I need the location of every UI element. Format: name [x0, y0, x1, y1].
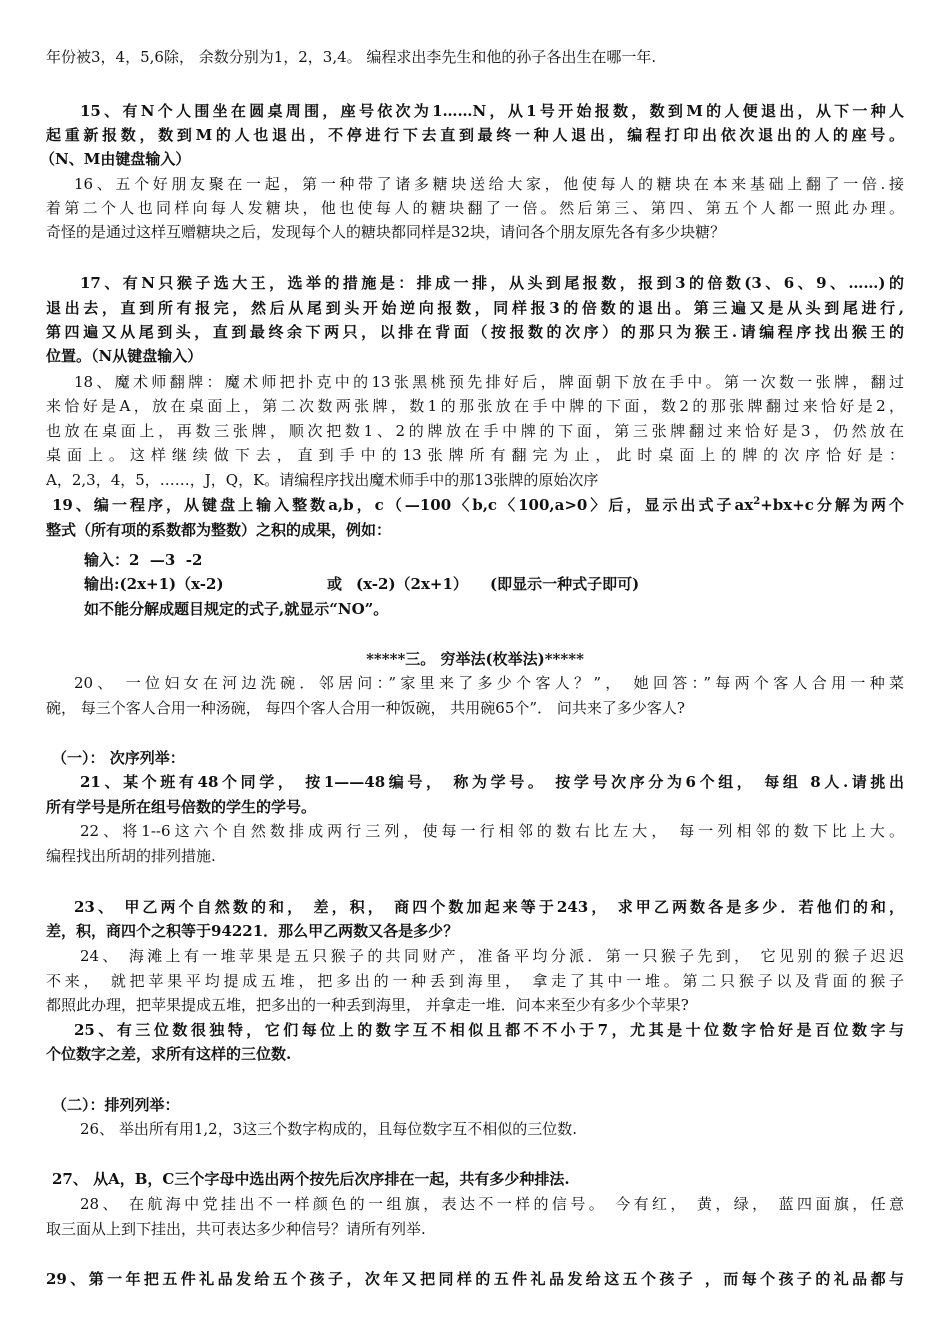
problem-21-line-2: 所有学号是所在组号倍数的学生的学号。	[46, 798, 317, 816]
problem-27: 27、 从A，B，C三个字母中选出两个按先后次序排在一起，共有多少种排法.	[52, 1170, 570, 1188]
problem-15-line-3: （N、M由键盘输入）	[40, 150, 191, 168]
problem-21-line-1: 21、某个班有48个同学， 按1——48编号， 称为学号。 按学号次序分为6个组， 每组 8人.请挑出	[80, 773, 904, 791]
problem-20-line-2: 碗， 每三个客人合用一种汤碗， 每四个客人合用一种饭碗， 共用碗65个”． 问共来了多少客人?	[46, 699, 685, 717]
problem-19-line-1-b: +bx+c分解为两个	[760, 496, 904, 514]
problem-22-line-2: 编程找出所胡的排列措施.	[46, 847, 216, 865]
section-3-title: *****三。 穷举法(枚举法)*****	[366, 650, 584, 668]
problem-23-line-2: 差，积，商四个之积等于94221．那么甲乙两数又各是多少？	[46, 922, 459, 940]
output-label: 输出:	[84, 575, 120, 593]
problem-26: 26、 举出所有用1,2，3这三个数字构成的，且每位数字互不相似的三位数.	[80, 1120, 578, 1138]
subsection-2-title: （二）：排列列举：	[52, 1096, 180, 1114]
input-value: 2 —3 -2	[129, 551, 203, 569]
problem-19-input-line	[84, 549, 904, 571]
problem-17-line-4: 位置。（N从键盘输入）	[46, 347, 203, 365]
problem-25-line-2: 个位数字之差，求所有这样的三位数.	[46, 1045, 292, 1063]
problem-20-line-1: 20、 一位妇女在河边洗碗．邻居问：”家里来了多少个客人？”， 她回答：”每两个客人合用一种菜	[74, 674, 904, 692]
problem-18-line-2: 来恰好是A，放在桌面上，第二次数两张牌，数1的那张放在手中牌的下面，数2的那张牌翻过来恰好是2，	[46, 397, 904, 415]
problem-29: 29、第一年把五件礼品发给五个孩子，次年又把同样的五件礼品发给这五个孩子 ，而每个孩子的礼品都与	[46, 1270, 904, 1288]
problem-16-line-1: 16、五个好朋友聚在一起，第一种带了诸多糖块送给大家，他使每人的糖块在本来基础上翻了一倍.接	[74, 175, 904, 193]
problem-23-line-1: 23、 甲乙两个自然数的和， 差，积， 商四个数加起来等于243， 求甲乙两数各是多少．若他们的和，	[74, 898, 905, 916]
problem-22-line-1: 22、将1--6这六个自然数排成两行三列，使每一行相邻的数右比左大， 每一列相邻的数下比上大。	[80, 822, 904, 840]
output-or: 或	[327, 575, 343, 593]
problem-17-line-3: 第四遍又从尾到头，直到最终余下两只，以排在背面（按报数的次序）的那只为猴王.请编程序找出猴王的	[46, 323, 904, 341]
problem-19-fail-line: 如不能分解成题目规定的式子,就显示“NO”。	[84, 600, 389, 618]
problem-19-line-1-a: 19、编一程序，从键盘上输入整数a,b，c（—100〈b,c〈100,a>0〉后，显示出式子ax	[52, 496, 754, 514]
problem-19-line-2: 整式（所有项的系数都为整数）之积的成果，例如：	[46, 521, 392, 539]
problem-18-line-5: A，2,3，4，5，……，J，Q，K。请编程序找出魔术师手中的那13张牌的原始次序	[46, 471, 599, 489]
output-expression-b: (x-2)（2x+1）	[356, 575, 468, 593]
output-expression-a: (2x+1)（x-2)	[119, 575, 224, 593]
problem-14-tail: 年份被3，4，5,6除， 余数分别为1，2，3,4。 编程求出李先生和他的孙子各出生在哪一年.	[46, 48, 657, 66]
problem-19-superscript: 2	[753, 496, 761, 507]
subsection-1-title: （一）： 次序列举：	[52, 749, 185, 767]
problem-15-line-2: 起重新报数，数到M的人也退出，不停进行下去直到最终一种人退出，编程打印出依次退出的人的座号。	[46, 126, 904, 144]
problem-15-line-1: 15、有N个人围坐在圆桌周围，座号依次为1……N，从1号开始报数，数到M的人便退出，从下一种人	[80, 102, 904, 120]
problem-24-line-3: 都照此办理，把苹果提成五堆，把多出的一种丢到海里， 并拿走一堆．问本来至少有多少个苹果?	[46, 996, 689, 1014]
problem-19-line-1	[52, 494, 904, 516]
problem-18-line-4: 桌面上。这样继续做下去，直到手中的13张牌所有翻完为止，此时桌面上的牌的次序恰好是：	[46, 446, 904, 464]
problem-17-line-2: 退出去，直到所有报完，然后从尾到头开始逆向报数，同样报3的倍数的退出。第三遍又是从头到尾进行,	[46, 299, 904, 317]
problem-28-line-2: 取三面从上到下挂出，共可表达多少种信号？请所有列举.	[46, 1220, 426, 1238]
input-label: 输入：	[84, 551, 130, 569]
problem-24-line-2: 不来， 就把苹果平均提成五堆，把多出的一种丢到海里， 拿走了其中一堆。第二只猴子以及背面的猴子	[46, 972, 904, 990]
problem-18-line-3: 也放在桌面上，再数三张牌，顺次把数1、2的牌放在手中牌的下面，第三张牌翻过来恰好是3，仍然放在	[46, 422, 904, 440]
output-note: (即显示一种式子即可)	[490, 575, 640, 593]
problem-17-line-1: 17、有N只猴子选大王，选举的措施是：排成一排，从头到尾报数，报到3的倍数(3、6、9、……)的	[80, 274, 904, 292]
problem-25-line-1: 25、有三位数很独特，它们每位上的数字互不相似且都不不小于7，尤其是十位数字恰好是百位数字与	[74, 1021, 904, 1039]
problem-24-line-1: 24、 海滩上有一堆苹果是五只猴子的共同财产，准备平均分派．第一只猴子先到， 它见别的猴子迟迟	[80, 947, 904, 965]
problem-18-line-1: 18、魔术师翻牌：魔术师把扑克中的13张黑桃预先排好后，牌面朝下放在手中。第一次数一张牌，翻过	[74, 373, 904, 391]
problem-28-line-1: 28、 在航海中党挂出不一样颜色的一组旗，表达不一样的信号。 今有红， 黄，绿， 蓝四面旗，任意	[80, 1195, 904, 1213]
problem-16-line-3: 奇怪的是通过这样互赠糖块之后，发现每个人的糖块都同样是32块，请问各个朋友原先各有多少块糖？	[46, 223, 726, 241]
problem-19-output-line	[84, 573, 904, 595]
problem-16-line-2: 着第二个人也同样向每人发糖块，他也使每人的糖块翻了一倍。然后第三、第四、第五个人都一照此办理。	[46, 199, 904, 217]
